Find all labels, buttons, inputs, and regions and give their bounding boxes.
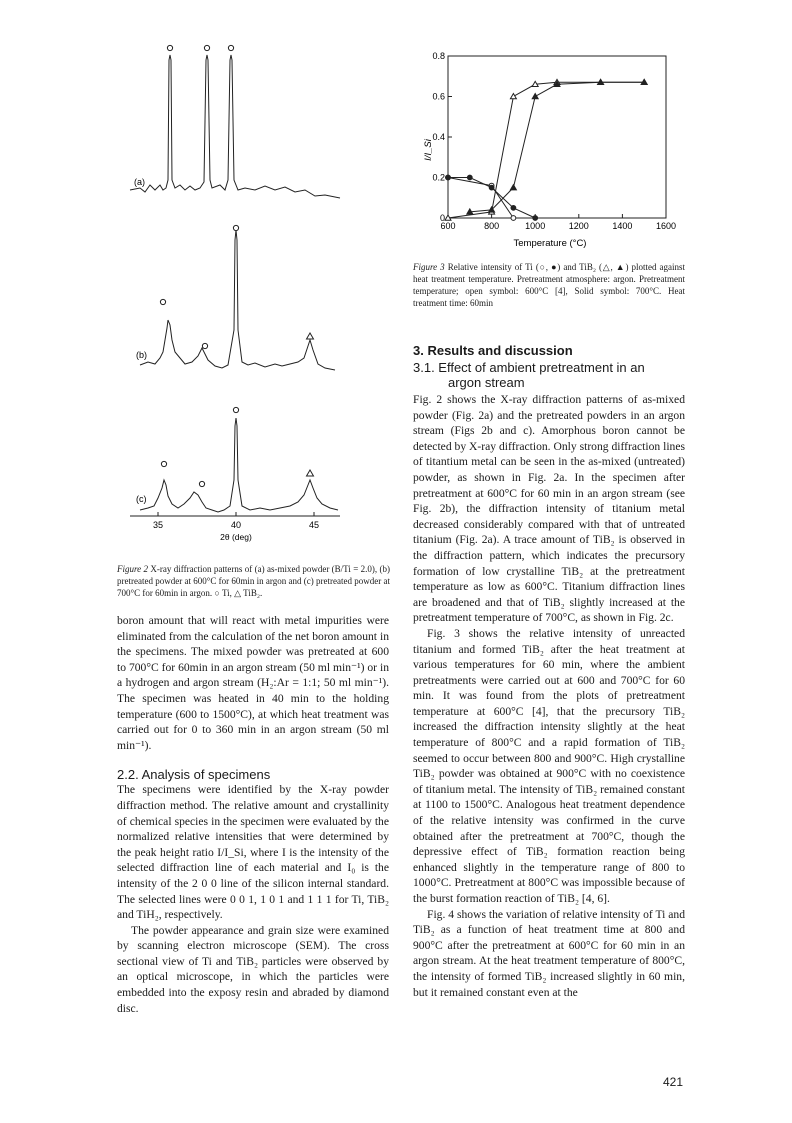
- panel-label-c: (c): [136, 494, 147, 504]
- subsection-heading: 3.1. Effect of ambient pretreatment in an: [413, 360, 645, 375]
- data-point: [532, 94, 538, 99]
- xrd-panel-b: [136, 225, 335, 370]
- figure-3-chart: [400, 46, 700, 256]
- x-tick-label: 800: [484, 221, 500, 231]
- xrd-panel-a: [130, 45, 340, 198]
- x-tick-label: 1600: [655, 221, 677, 231]
- y-tick-label: 0.2: [432, 172, 445, 183]
- paragraph: Fig. 4 shows the variation of relative intensity of Ti and TiB₂ as a function of heat treatment time at 800 and 900°C after the pretreatment at 600°C for 60 min in an argon stream. At the heat treatment temperature of 800°C, the intensity of formed TiB₂ increased slightly in 60 min, but it remained constant even at the: [413, 907, 685, 999]
- caption-text: Relative intensity of Ti (○, ●) and TiB₂ (△, ▲) plotted against heat treatment temperature. Pretreatment atmosphere: argon. Pretreatment temperature; open symbol: 600°C [4], Solid symbol: 700°C. Heat treatment time: 60min: [413, 262, 685, 308]
- caption-label: Figure 3: [413, 262, 445, 272]
- figure-2-xrd-patterns: [120, 40, 360, 560]
- x-axis-label: Temperature (°C): [513, 238, 587, 249]
- subsection-heading: 2.2. Analysis of specimens: [117, 767, 271, 783]
- x-axis: [440, 214, 676, 231]
- data-point: [467, 175, 472, 180]
- subsection-heading: argon stream: [448, 375, 525, 390]
- y-tick-label: 0.6: [432, 91, 445, 102]
- ti-peak-marker: [202, 343, 207, 348]
- ti-peak-marker: [199, 481, 204, 486]
- data-point: [511, 205, 516, 210]
- panel-label-a: (a): [134, 177, 145, 187]
- data-point: [511, 216, 516, 221]
- data-point: [510, 185, 516, 190]
- y-axis: [432, 51, 452, 223]
- figure-2-caption: [117, 563, 390, 599]
- series-group: [445, 79, 647, 220]
- x-tick-label: 1400: [612, 221, 633, 231]
- series-line: [448, 82, 644, 218]
- x-tick-label: 40: [230, 520, 242, 530]
- paragraph: Fig. 3 shows the relative intensity of unreacted titanium and formed TiB₂ after the heat treatment at various temperatures for 60 min, where the ambient pretreatments were carried out at 600 and 700°C for 60 min. It was found from the plots of pretreatment temperature at 600°C [4], that the precursory TiB₂ increased the diffraction intensity slightly at the heat temperature of 800°C and a rapid formation of TiB₂ seemed to occur between 800 and 900°C. High crystalline TiB₂ powder was obtained at 900°C with no coexistence of titanium metal. The intensity of TiB₂ remained constant at 1100 to 1500°C. Analogous heat treatment dependence of the relative intensity was confirmed in the curve obtained after the pretreatment at 700°C, though the depressive effect of TiB₂ formation reaction being enhanced slightly in the temperature range of 800 to 1000°C. Pretreatment at 800°C was impossible because of the burst formation reaction of TiB₂ [4, 6].: [413, 626, 685, 905]
- y-tick-label: 0: [439, 213, 445, 223]
- tib2-peak-marker: [307, 333, 314, 339]
- y-tick-label: 0.4: [432, 132, 445, 142]
- data-point: [489, 185, 494, 190]
- ti-peak-marker: [233, 225, 238, 230]
- tib2-peak-marker: [307, 470, 314, 476]
- paragraph: The powder appearance and grain size were examined by scanning electron microscope (SEM). The cross sectional view of Ti and TiB₂ particles were observed by an optical microscope, in which the particles were embedded into the exposy resin and abraded by diamond disc.: [117, 923, 389, 1015]
- x-axis-label: 2θ (deg): [220, 532, 252, 542]
- data-point: [510, 94, 516, 99]
- y-axis-label: I/I_Si: [423, 139, 434, 161]
- right-column: [413, 343, 685, 1000]
- ti-peak-marker: [167, 45, 172, 50]
- ti-peak-marker: [160, 299, 165, 304]
- page-number: 421: [663, 1075, 684, 1089]
- left-column: [117, 613, 389, 1016]
- paragraph: Fig. 2 shows the X-ray diffraction patterns of as-mixed powder (Fig. 2a) and the pretreated powders in an argon stream (Figs 2b and c). Amorphous boron cannot be detected by X-ray diffraction. Only strong diffraction lines of titantium metal can be seen in the as-mixed (untreated) powder, as shown in Fig. 2a. In the specimen after pretreatment at 600°C for 60 min in an argon stream (see Fig. 2b), the diffraction intensity of titanium metal decreased considerably compared with that of untreated titanium (Fig. 2a). A trace amount of TiB₂ is observed in the diffraction pattern, which indicates the precursory formation of low crystalline TiB₂ at the pretreatment temperature as low as 600°C. Titanium diffraction lines are broadened and that of TiB₂ slightly increased at the pretreatment temperature of 700°C, as shown in Fig. 2c.: [413, 393, 685, 625]
- x-axis-2theta: [130, 512, 340, 542]
- section-heading: 3. Results and discussion: [413, 343, 573, 358]
- x-tick-label: 1200: [568, 221, 589, 231]
- x-tick-label: 600: [440, 221, 456, 231]
- ti-peak-marker: [204, 45, 209, 50]
- figure-3-caption: [413, 261, 685, 309]
- data-point: [446, 175, 451, 180]
- panel-label-b: (b): [136, 350, 147, 360]
- x-tick-label: 35: [152, 520, 164, 530]
- ti-peak-marker: [228, 45, 233, 50]
- y-tick-label: 0.8: [432, 51, 445, 61]
- caption-label: Figure 2: [117, 564, 149, 574]
- x-tick-label: 45: [308, 520, 320, 530]
- x-tick-label: 1000: [525, 221, 546, 231]
- paragraph: boron amount that will react with metal impurities were eliminated from the calculation of the net boron amount in the specimens. The mixed powder was pretreated at 600 to 700°C for 60min in an argon stream (50 ml min⁻¹) or in a hydrogen and argon stream (H₂:Ar = 1:1; 50 ml min⁻¹). The specimen was heated in 40 min to the holding temperature (600 to 1500°C), at which heat treatment was carried out for 0 to 360 min in an argon stream (50 ml min⁻¹).: [117, 614, 389, 752]
- xrd-panel-c: [136, 407, 338, 512]
- ti-peak-marker: [161, 461, 166, 466]
- paragraph: The specimens were identified by the X-ray powder diffraction method. The relative amount and crystallinity of chemical species in the specimen were evaluated by the normalized relative intensities that were determined by the peak height ratio I/I_Si, where I is the intensity of the selected diffraction line of each material and I₀ is the intensity of the 2 0 0 line of the silicon internal standard. The selected lines were 0 0 1, 1 0 1 and 1 1 1 for Ti, TiB₂ and TiH₂, respectively.: [117, 783, 389, 922]
- data-point: [533, 216, 538, 221]
- ti-peak-marker: [233, 407, 238, 412]
- caption-text: X-ray diffraction patterns of (a) as-mixed powder (B/Ti = 2.0), (b) pretreated powder at 600°C for 60min in argon and (c) pretreated powder at 700°C for 60min in argon. ○ Ti, △ TiB₂.: [117, 564, 390, 598]
